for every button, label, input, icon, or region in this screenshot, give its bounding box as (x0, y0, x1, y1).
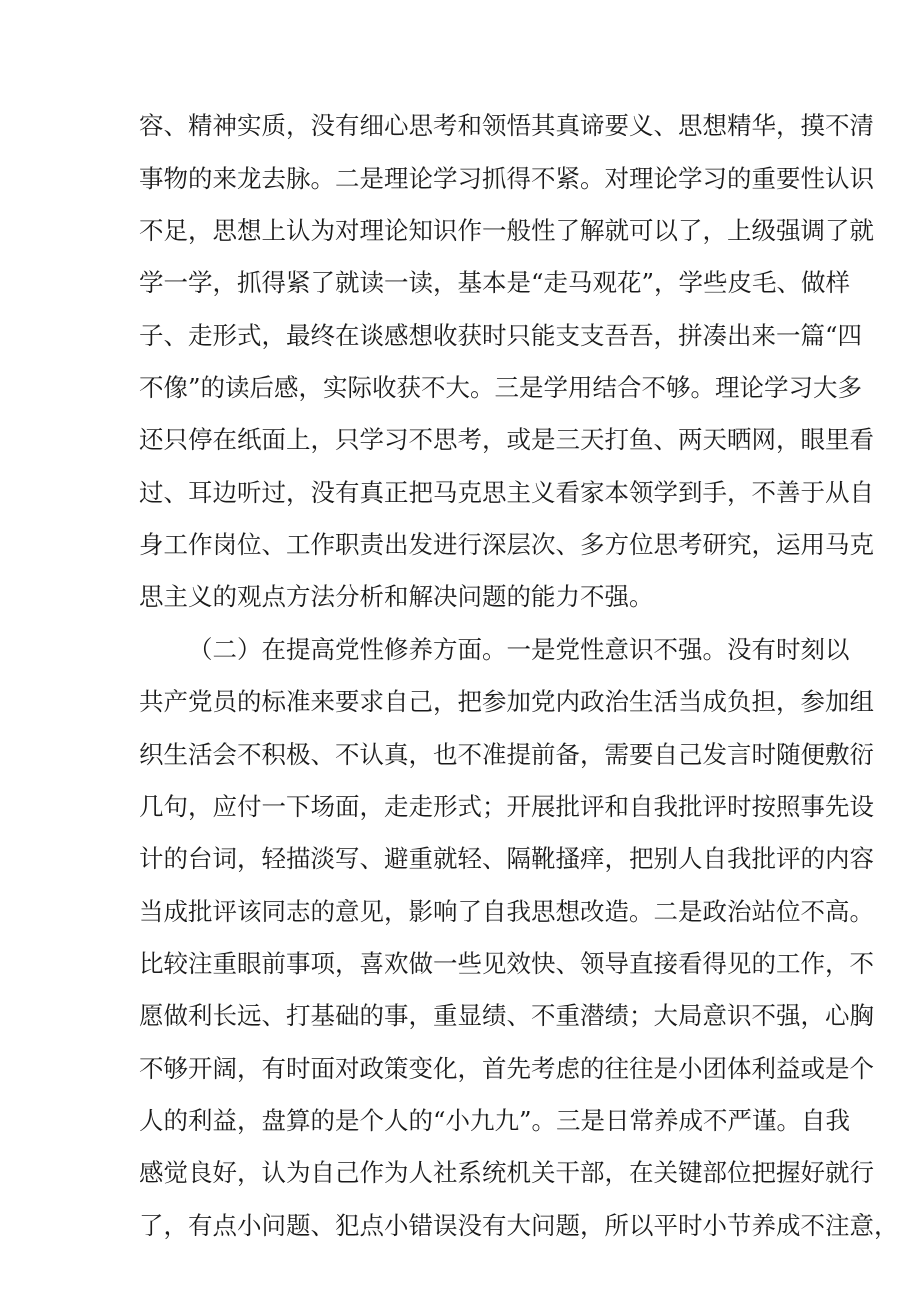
text-line: 织生活会不积极、不认真，也不准提前备，需要自己发言时随便敷衍 (139, 740, 874, 769)
text-line: 愿做利长远、打基础的事，重显绩、不重潜绩；大局意识不强，心胸 (139, 1001, 874, 1030)
section-heading-line: （二）在提高党性修养方面。一是党性意识不强。没有时刻以 (188, 635, 850, 664)
text-line: 不够开阔，有时面对政策变化，首先考虑的往往是小团体利益或是个 (139, 1054, 874, 1083)
text-line: 共产党员的标准来要求自己，把参加党内政治生活当成负担，参加组 (139, 687, 874, 716)
text-line: 学一学，抓得紧了就读一读，基本是“走马观花”，学些皮毛、做样 (139, 268, 851, 297)
text-line: 不足，思想上认为对理论知识作一般性了解就可以了，上级强调了就 (139, 216, 874, 245)
text-line: 人的利益，盘算的是个人的“小九九”。三是日常养成不严谨。自我 (139, 1106, 851, 1135)
text-line: 事物的来龙去脉。二是理论学习抓得不紧。对理论学习的重要性认识 (139, 164, 874, 193)
text-line: 过、耳边听过，没有真正把马克思主义看家本领学到手，不善于从自 (139, 478, 874, 507)
text-line: 了，有点小问题、犯点小错误没有大问题，所以平时小节养成不注意， (139, 1211, 899, 1240)
text-line: 子、走形式，最终在谈感想收获时只能支支吾吾，拼凑出来一篇“四 (139, 321, 863, 350)
text-line: 计的台词，轻描淡写、避重就轻、隔靴搔痒，把别人自我批评的内容 (139, 844, 874, 873)
text-line: 容、精神实质，没有细心思考和领悟其真谛要义、思想精华，摸不清 (139, 111, 874, 140)
text-line: 身工作岗位、工作职责出发进行深层次、多方位思考研究，运用马克 (139, 530, 874, 559)
text-line: 比较注重眼前事项，喜欢做一些见效快、领导直接看得见的工作，不 (139, 949, 874, 978)
text-line: 几句，应付一下场面，走走形式；开展批评和自我批评时按照事先设 (139, 792, 874, 821)
text-line: 当成批评该同志的意见，影响了自我思想改造。二是政治站位不高。 (139, 897, 874, 926)
text-line: 感觉良好，认为自己作为人社系统机关干部，在关键部位把握好就行 (139, 1158, 874, 1187)
text-line: 还只停在纸面上，只学习不思考，或是三天打鱼、两天晒网，眼里看 (139, 425, 874, 454)
text-line: 不像”的读后感，实际收获不大。三是学用结合不够。理论学习大多 (139, 373, 863, 402)
text-line: 思主义的观点方法分析和解决问题的能力不强。 (139, 582, 654, 611)
